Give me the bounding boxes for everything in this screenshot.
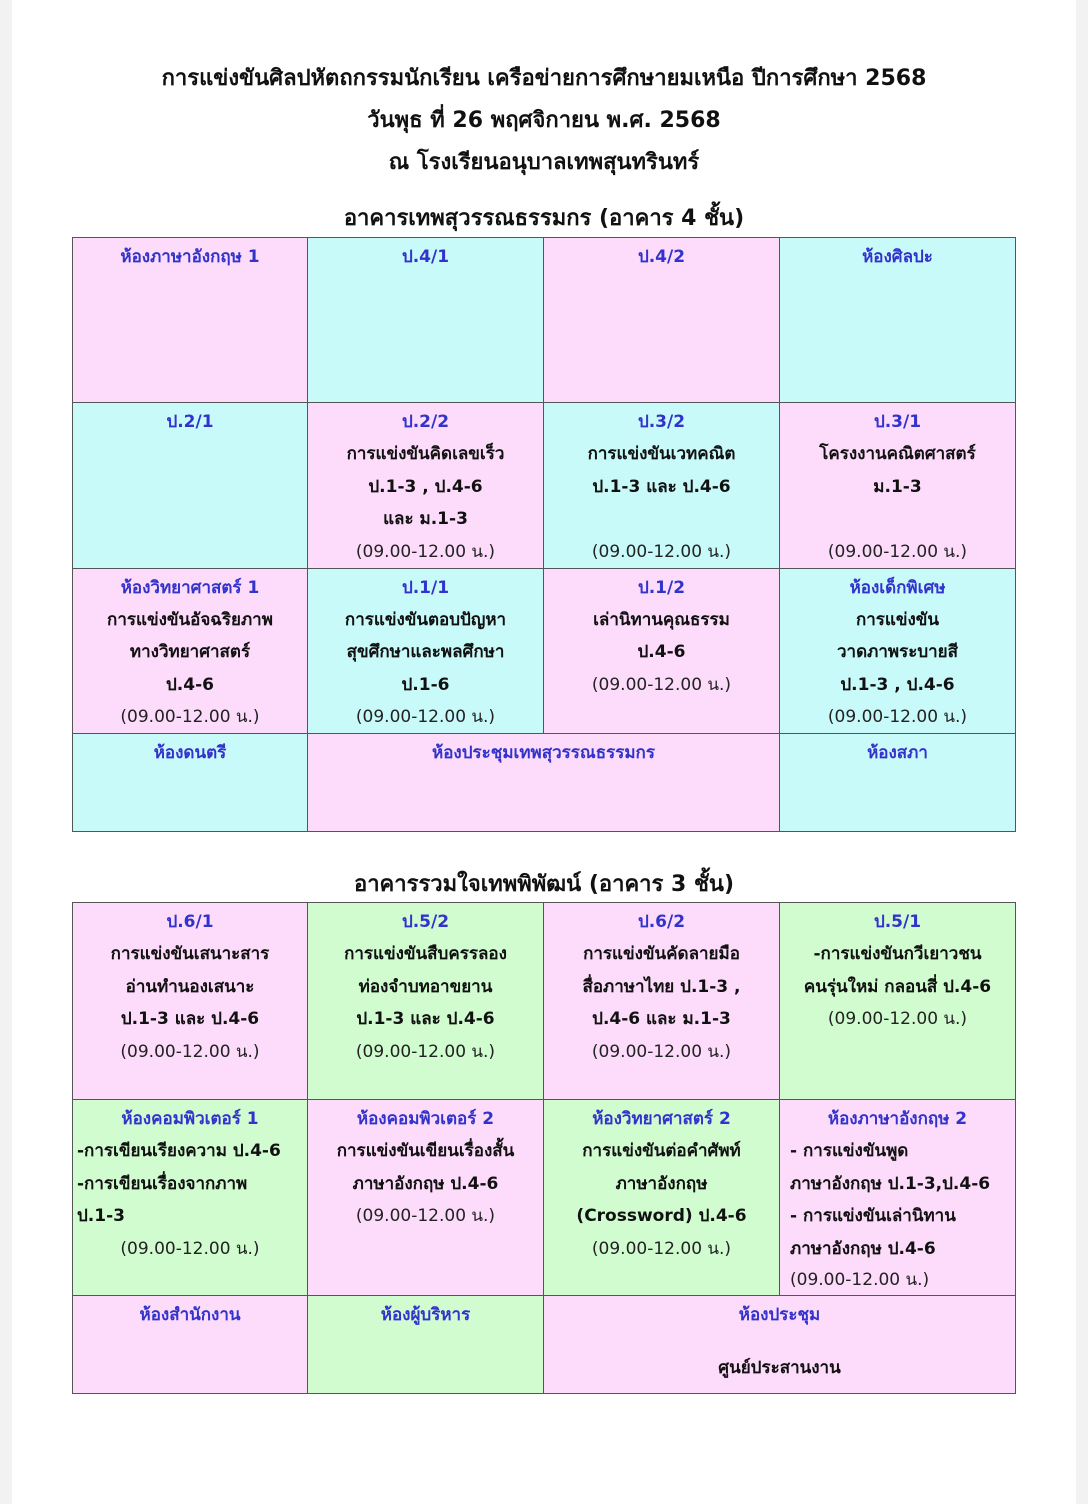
event-line: ศูนย์ประสานงาน [718,1358,841,1378]
room-p3-1 [780,403,1016,569]
document-page [12,0,1076,1504]
event-line: - การแข่งขันพูด [790,1141,909,1161]
room-english-2 [780,1100,1016,1296]
event-line: ป.4-6 [637,642,686,662]
event-time: (09.00-12.00 น.) [591,674,732,695]
event-line: การแข่งขันตอบปัญหา [344,609,507,630]
room-name: ห้องประชุมเทพสุวรรณธรรมกร [432,743,655,763]
room-music [73,734,308,832]
room-name: ป.3/1 [873,412,922,432]
room-name: ห้องสำนักงาน [139,1305,241,1325]
event-line: ทางวิทยาศาสตร์ [129,642,251,662]
room-art [780,238,1016,403]
room-p4-2 [544,238,780,403]
event-line: สุขศึกษาและพลศึกษา [346,642,505,662]
event-line: ม.1-3 [873,476,922,497]
building-1-title: อาคารเทพสุวรรณธรรมกร (อาคาร 4 ชั้น) [343,206,745,231]
room-p6-1 [73,903,308,1100]
room-council [780,734,1016,832]
event-time: (09.00-12.00 น.) [827,707,968,727]
event-line: การแข่งขัน [855,609,940,630]
room-name: ห้องคอมพิวเตอร์ 1 [121,1109,259,1129]
room-name: ห้องสภา [867,743,928,763]
event-time: (09.00-12.00 น.) [591,541,732,562]
event-line: โครงงานคณิตศาสตร์ [819,444,976,464]
event-line: ภาษาอังกฤษ [615,1173,708,1194]
event-line: อ่านทำนองเสนาะ [125,976,255,997]
event-time: (09.00-12.00 น.) [120,1041,260,1062]
room-name: ห้องผู้บริหาร [380,1305,471,1325]
event-line: -การแข่งขันกวีเยาวชน [813,944,982,964]
room-p5-1 [780,903,1016,1100]
room-name: ป.5/2 [401,912,450,932]
event-time: (09.00-12.00 น.) [355,1206,496,1226]
room-name: ห้องประชุม [738,1305,821,1325]
room-meeting-hall [308,734,780,832]
room-meeting-coordination [544,1296,1016,1394]
room-name: ป.5/1 [873,912,922,932]
room-special-needs [780,568,1016,734]
event-line: -การเขียนเรียงความ ป.4-6 [77,1141,281,1161]
room-p6-2 [544,903,780,1100]
event-line: สื่อภาษาไทย ป.1-3 , [582,976,741,997]
building-1-floor-plan [72,237,1016,832]
event-line: การแข่งขันเวทคณิต [587,444,736,464]
room-name: ป.6/2 [637,912,686,932]
room-name: ห้องดนตรี [153,743,227,763]
building-2-title: อาคารรวมใจเทพพิพัฒน์ (อาคาร 3 ชั้น) [353,872,734,897]
event-line: ท่องจำบทอาขยาน [358,976,493,997]
document-header [12,58,1076,184]
room-name: ป.3/2 [637,412,686,432]
event-line: ป.1-6 [401,674,450,695]
room-name: ห้องเด็กพิเศษ [849,577,946,598]
event-time: (09.00-12.00 น.) [355,1041,496,1062]
room-computer-2 [308,1100,544,1296]
room-science-2 [544,1100,780,1296]
event-time: (09.00-12.00 น.) [355,541,496,562]
event-time: (09.00-12.00 น.) [591,1238,732,1259]
room-english-1 [73,238,308,403]
room-p3-2 [544,403,780,569]
event-line: ป.1-3 และ ป.4-6 [592,476,731,497]
room-name: ป.4/2 [637,247,686,267]
event-line: - การแข่งขันเล่านิทาน [790,1206,956,1226]
room-name: ป.6/1 [166,912,214,932]
event-line: วาดภาพระบายสี [836,642,959,662]
event-line: การแข่งขันต่อคำศัพท์ [582,1141,741,1161]
room-name: ห้องคอมพิวเตอร์ 2 [356,1109,495,1129]
event-line: ภาษาอังกฤษ ป.1-3,ป.4-6 [790,1173,991,1194]
event-line: ป.1-3 และ ป.4-6 [356,1009,495,1029]
room-p5-2 [308,903,544,1100]
event-time: (09.00-12.00 น.) [827,1009,968,1029]
event-time: (09.00-12.00 น.) [355,707,496,727]
event-line: การแข่งขันเขียนเรื่องสั้น [336,1141,515,1161]
event-time: (09.00-12.00 น.) [120,1238,260,1259]
event-line: การแข่งขันคัดลายมือ [583,944,740,964]
room-name: ห้องภาษาอังกฤษ 2 [827,1109,968,1129]
room-name: ป.2/1 [166,412,214,432]
event-line: ป.1-3 [77,1206,125,1226]
event-line: คนรุ่นใหม่ กลอนสี่ ป.4-6 [803,976,992,997]
event-time: (09.00-12.00 น.) [591,1041,732,1062]
room-office [73,1296,308,1394]
room-name: ห้องวิทยาศาสตร์ 2 [592,1109,731,1129]
header-line-2: วันพุธ ที่ 26 พฤศจิกายน พ.ศ. 2568 [367,108,721,133]
event-line: ป.1-3 , ป.4-6 [840,674,955,695]
event-line: การแข่งขันอัจฉริยภาพ [107,609,273,630]
event-line: ป.4-6 [166,674,214,695]
room-name: ป.4/1 [401,247,450,267]
event-time: (09.00-12.00 น.) [120,707,260,727]
event-line: ป.1-3 และ ป.4-6 [120,1009,260,1029]
event-time: (09.00-12.00 น.) [790,1270,930,1290]
room-name: ห้องศิลปะ [862,247,933,267]
room-p4-1 [308,238,544,403]
room-p1-1 [308,568,544,734]
room-name: ป.1/1 [401,577,450,598]
room-name: ป.2/2 [401,412,450,432]
room-p2-1 [73,403,308,569]
event-line: การแข่งขันสืบครรลอง [344,944,507,964]
room-name: ป.1/2 [637,577,686,598]
event-line: ป.1-3 , ป.4-6 [368,476,483,497]
event-line: -การเขียนเรื่องจากภาพ [77,1173,248,1194]
building-2-floor-plan [72,902,1016,1394]
header-line-1: การแข่งขันศิลปหัตถกรรมนักเรียน เครือข่ายการศึกษายมเหนือ ปีการศึกษา 2568 [161,66,927,91]
event-line: และ ม.1-3 [383,509,468,529]
room-science-1 [73,568,308,734]
room-p1-2 [544,568,780,734]
header-line-3: ณ โรงเรียนอนุบาลเทพสุนทรินทร์ [388,150,700,175]
event-line: ป.4-6 และ ม.1-3 [592,1009,731,1029]
room-p2-2 [308,403,544,569]
event-line: (Crossword) ป.4-6 [576,1206,747,1226]
room-name: ห้องภาษาอังกฤษ 1 [120,247,260,267]
event-line: การแข่งขันคิดเลขเร็ว [346,444,505,464]
event-line: ภาษาอังกฤษ ป.4-6 [790,1238,936,1259]
room-computer-1 [73,1100,308,1296]
room-administrator [308,1296,544,1394]
event-time: (09.00-12.00 น.) [827,541,968,562]
event-line: การแข่งขันเสนาะสาร [110,944,270,964]
event-line: ภาษาอังกฤษ ป.4-6 [352,1173,499,1194]
event-line: เล่านิทานคุณธรรม [593,609,730,630]
room-name: ห้องวิทยาศาสตร์ 1 [120,577,260,598]
